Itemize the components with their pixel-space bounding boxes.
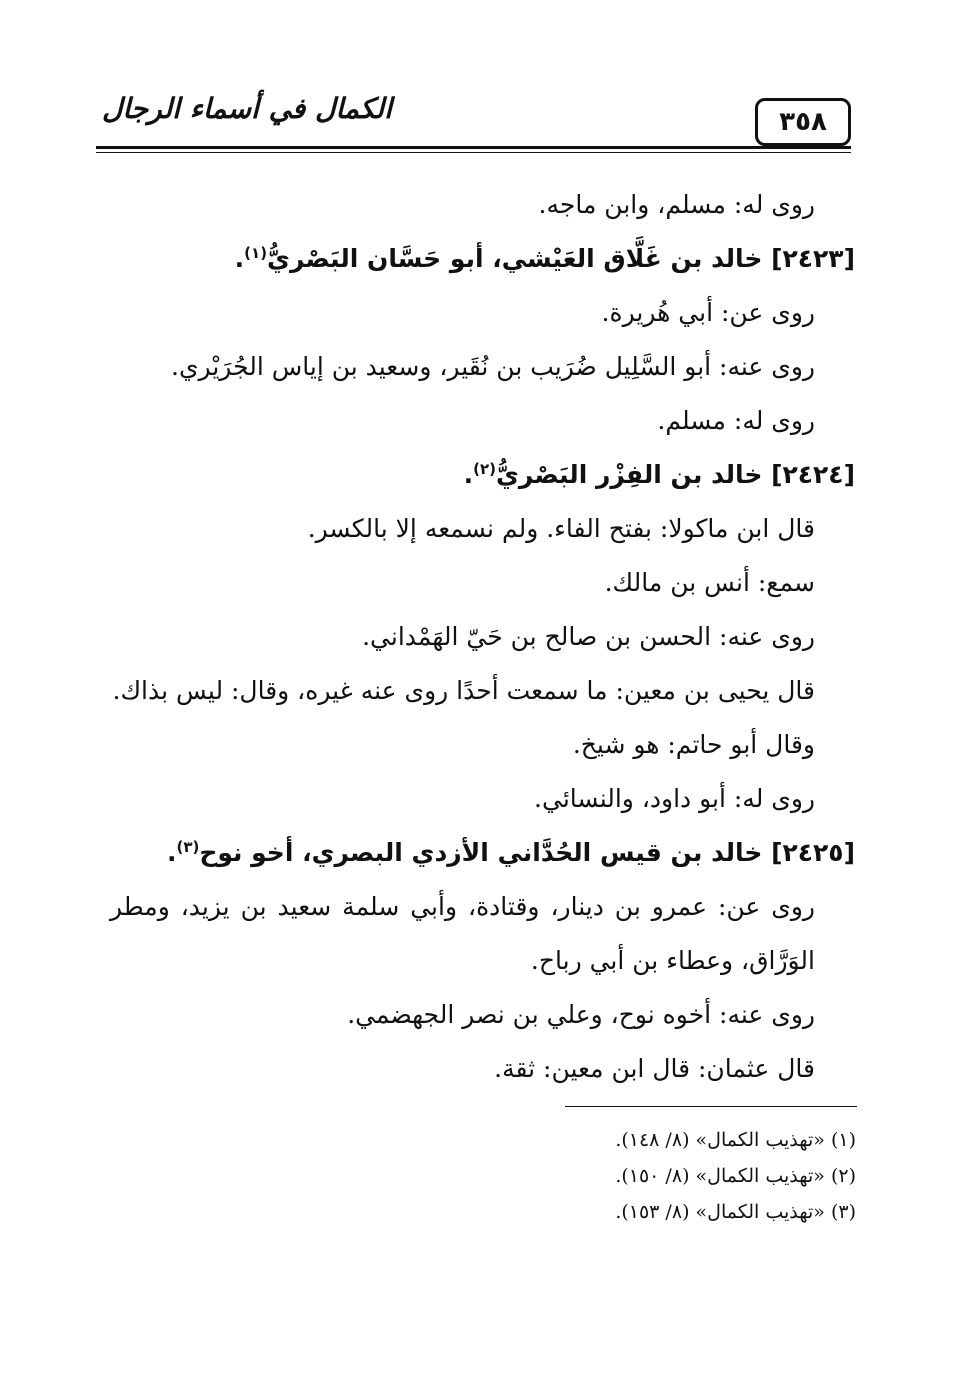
footnote-marker: (٣) xyxy=(176,838,200,856)
footnote-marker: (٢) xyxy=(473,460,496,478)
text-line: روى عنه: الحسن بن صالح بن حَيّ الهَمْداني. xyxy=(362,622,815,651)
text-line: قال ابن ماكولا: بفتح الفاء. ولم نسمعه إلا بالكسر. xyxy=(307,514,815,543)
text-line: روى له: مسلم، وابن ماجه. xyxy=(538,190,815,219)
footnote-separator xyxy=(565,1106,857,1107)
text-line: روى عن: أبي هُريرة. xyxy=(601,298,815,327)
text-line: روى عنه: أبو السَّلِيل ضُرَيب بن نُقَير، وسعيد بن إياس الجُرَيْري. xyxy=(171,352,815,381)
text-line: روى له: مسلم. xyxy=(657,406,815,435)
text-line: روى له: أبو داود، والنسائي. xyxy=(534,784,815,813)
text-line: قال يحيى بن معين: ما سمعت أحدًا روى عنه غيره، وقال: ليس بذاك. xyxy=(112,676,815,705)
main-text xyxy=(110,178,855,1096)
entry-title: [٢٤٢٣] خالد بن غَلَّاق العَيْشي، أبو حَسَّان البَصْريُّ xyxy=(267,244,855,273)
book-title: الكمال في أسماء الرجال xyxy=(102,92,392,125)
entry-title: [٢٤٢٤] خالد بن الفِزْر البَصْريُّ xyxy=(496,460,855,489)
footnote: (٣) «تهذيب الكمال» (٨/ ١٥٣). xyxy=(615,1201,856,1223)
text-line: روى عن: عمرو بن دينار، وقتادة، وأبي سلمة سعيد بن يزيد، ومطر الوَرَّاق، وعطاء بن أبي رباح. xyxy=(110,892,815,975)
page-header xyxy=(96,88,851,158)
page-number: ٣٥٨ xyxy=(755,98,851,146)
text-line: وقال أبو حاتم: هو شيخ. xyxy=(572,730,815,759)
entry-title: [٢٤٢٥] خالد بن قيس الحُدَّاني الأزدي البصري، أخو نوح xyxy=(199,838,855,867)
entry-heading: [٢٤٢٤] خالد بن الفِزْر البَصْريُّ$^{(٢)}$. xyxy=(463,460,855,489)
footnote-marker: (١) xyxy=(244,244,268,262)
text-line: روى عنه: أخوه نوح، وعلي بن نصر الجهضمي. xyxy=(347,1000,815,1029)
entry-heading: [٢٤٢٣] خالد بن غَلَّاق العَيْشي، أبو حَسَّان البَصْريُّ$^{(١)}$. xyxy=(234,244,855,273)
text-line: قال عثمان: قال ابن معين: ثقة. xyxy=(494,1054,815,1083)
footnote: (٢) «تهذيب الكمال» (٨/ ١٥٠). xyxy=(615,1165,856,1187)
footnotes xyxy=(400,1122,856,1230)
footnote: (١) «تهذيب الكمال» (٨/ ١٤٨). xyxy=(615,1129,856,1151)
text-line: سمع: أنس بن مالك. xyxy=(604,568,815,597)
header-rule-thin xyxy=(96,152,851,153)
header-rule xyxy=(96,146,851,149)
entry-heading: [٢٤٢٥] خالد بن قيس الحُدَّاني الأزدي البصري، أخو نوح$^{(٣)}$. xyxy=(166,838,855,867)
